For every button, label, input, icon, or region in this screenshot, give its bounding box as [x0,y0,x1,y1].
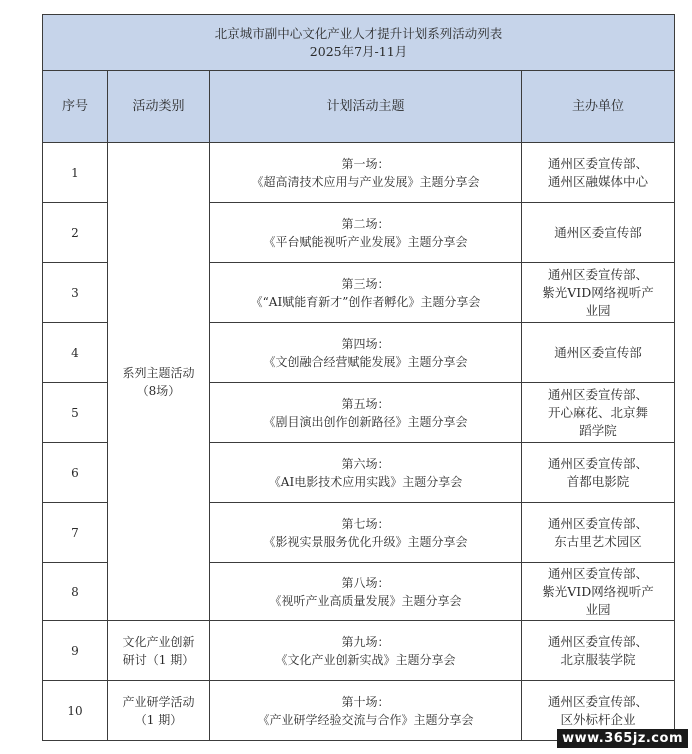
organizer-cell [522,323,675,383]
organizer-line: 蹈学院 [579,422,617,438]
title-line: 北京城市副中心文化产业人才提升计划系列活动列表 [214,25,503,41]
session-label: 第九场： [341,634,390,649]
organizer-line: 东古里艺术园区 [554,533,642,549]
session-label: 第一场： [341,156,390,171]
row-number: 4 [43,323,108,383]
organizer-cell [522,563,675,621]
organizer-line: 通州区融媒体中心 [548,173,649,189]
organizer-line: 通州区委宣传部、 [548,155,649,171]
date-range: 2025年7月-11月 [309,43,408,59]
row-number: 3 [43,263,108,323]
topic-label: 《文化产业创新实战》主题分享会 [275,652,456,667]
organizer-line: 业园 [585,302,611,318]
theme-cell [210,323,522,383]
header-theme: 计划活动主题 [210,71,522,143]
category-count: （1 期） [134,712,183,727]
theme-cell [210,503,522,563]
table-row [43,143,675,203]
header-organizer: 主办单位 [522,71,675,143]
topic-label: 《视听产业高质量发展》主题分享会 [269,593,462,608]
organizer-line: 通州区委宣传部、 [548,455,649,471]
theme-cell [210,621,522,681]
topic-label: 《“AI赋能育新才”创作者孵化》主题分享会 [250,294,481,309]
row-number: 6 [43,443,108,503]
table-row [43,621,675,681]
theme-cell [210,681,522,741]
row-number: 7 [43,503,108,563]
theme-cell [210,563,522,621]
topic-label: 《剧目演出创作创新路径》主题分享会 [263,414,468,429]
category-name: 产业研学活动 [122,694,195,709]
session-label: 第七场： [341,516,390,531]
theme-cell [210,203,522,263]
row-number: 2 [43,203,108,263]
topic-label: 《产业研学经验交流与合作》主题分享会 [257,712,474,727]
topic-label: 《超高清技术应用与产业发展》主题分享会 [251,174,480,189]
organizer-line: 紫光VID网络视听产 [542,284,654,300]
topic-label: 《AI电影技术应用实践》主题分享会 [268,474,463,489]
activity-schedule-table [42,14,675,741]
organizer-line: 通州区委宣传部、 [548,633,649,649]
header-row [43,71,675,143]
session-label: 第十场： [341,694,390,709]
category-cell [108,143,210,621]
organizer-line: 通州区委宣传部、 [548,386,649,402]
row-number: 9 [43,621,108,681]
site-watermark: www.365jz.com [557,729,688,748]
session-label: 第二场： [341,216,390,231]
category-count: 研讨（1 期） [122,652,195,667]
theme-cell [210,143,522,203]
theme-cell [210,263,522,323]
session-label: 第五场： [341,396,390,411]
organizer-line: 紫光VID网络视听产 [542,583,654,599]
organizer-cell [522,203,675,263]
category-cell [108,681,210,741]
topic-label: 《文创融合经营赋能发展》主题分享会 [263,354,468,369]
row-number: 1 [43,143,108,203]
organizer-line: 通州区委宣传部、 [548,266,649,282]
organizer-line: 开心麻花、北京舞 [548,404,649,420]
category-count: （8场） [136,383,181,398]
organizer-line: 业园 [585,601,611,617]
organizer-cell [522,263,675,323]
header-no: 序号 [43,71,108,143]
organizer-line: 通州区委宣传部、 [548,515,649,531]
header-category: 活动类别 [108,71,210,143]
organizer-line: 通州区委宣传部、 [548,693,649,709]
organizer-cell [522,383,675,443]
row-number: 10 [43,681,108,741]
session-label: 第四场： [341,336,390,351]
organizer-line: 通州区委宣传部 [554,344,642,360]
category-name: 文化产业创新 [122,634,195,649]
organizer-cell [522,143,675,203]
session-label: 第八场： [341,575,390,590]
organizer-cell [522,443,675,503]
topic-label: 《影视实景服务优化升级》主题分享会 [263,534,468,549]
organizer-line: 通州区委宣传部、 [548,565,649,581]
category-name: 系列主题活动 [122,365,195,380]
session-label: 第六场： [341,456,390,471]
organizer-line: 通州区委宣传部 [554,224,642,240]
organizer-cell [522,503,675,563]
organizer-cell [522,621,675,681]
table-title [43,15,675,71]
theme-cell [210,443,522,503]
organizer-line: 北京服装学院 [560,651,636,667]
theme-cell [210,383,522,443]
session-label: 第三场： [341,276,390,291]
topic-label: 《平台赋能视听产业发展》主题分享会 [263,234,468,249]
organizer-line: 区外标杆企业 [560,711,636,727]
organizer-line: 首都电影院 [566,473,630,489]
category-cell [108,621,210,681]
row-number: 8 [43,563,108,621]
row-number: 5 [43,383,108,443]
